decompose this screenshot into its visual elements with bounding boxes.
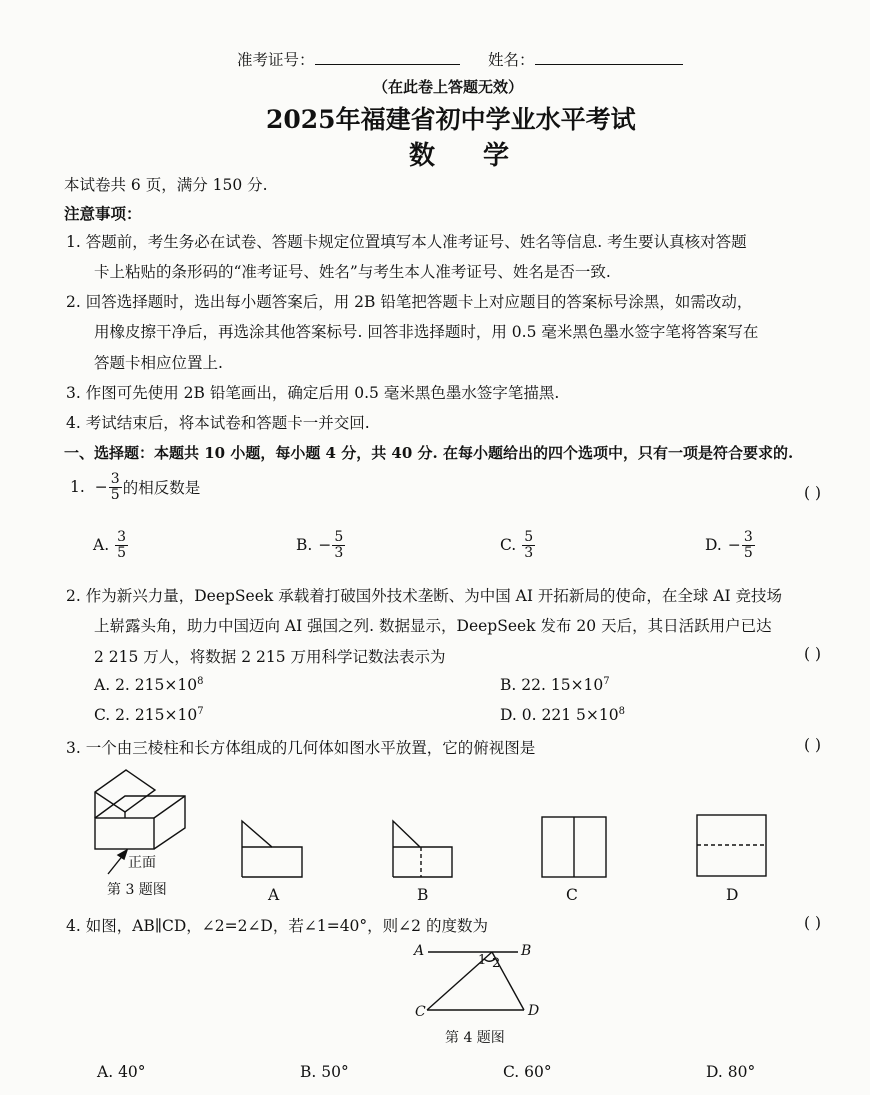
option-a-label: A: [268, 886, 280, 904]
arrow-head: [118, 850, 127, 859]
option-value: 80°: [727, 1063, 756, 1081]
question-4-stem: 4. 如图，AB∥CD，∠2=2∠D，若∠1=40°，则∠2 的度数为: [66, 917, 488, 935]
option-value: 2. 215×10: [115, 676, 198, 695]
question-2-line: 2 215 万人，将数据 2 215 万用科学记数法表示为: [94, 648, 446, 666]
option-value: 0. 221 5×10: [521, 706, 619, 725]
exam-title: 2025年福建省初中学业水平考试: [266, 105, 636, 134]
numerator: 3: [117, 529, 127, 545]
note-line: 4. 考试结束后，将本试卷和答题卡一并交回.: [66, 414, 370, 432]
point-d-label: D: [528, 1003, 540, 1019]
option-sign: −: [318, 536, 332, 555]
exponent: 7: [603, 676, 610, 687]
denominator: 3: [334, 544, 344, 561]
note-line: 卡上粘贴的条形码的“准考证号、姓名”与考生本人准考证号、姓名是否一致.: [94, 263, 611, 281]
denominator: 5: [110, 486, 120, 503]
option-d-label: D: [726, 886, 739, 904]
option-label: D.: [500, 706, 517, 725]
denominator: 5: [117, 544, 127, 561]
option-b: [300, 1063, 349, 1081]
option-value: 2. 215×10: [115, 706, 198, 725]
point-b-label: B: [521, 943, 532, 959]
note-line: 用橡皮擦干净后，再选涂其他答案标号. 回答非选择题时，用 0.5 毫米黑色墨水签字笔将答案写在: [94, 323, 759, 341]
option-d: [706, 1063, 755, 1081]
answer-paren: ( ): [804, 645, 822, 663]
note-line: 答题卡相应位置上.: [94, 354, 223, 372]
angle-1-label: 1: [478, 953, 487, 968]
question-4-figure: [427, 952, 524, 1010]
invalid-notice: （在此卷上答题无效）: [373, 78, 524, 96]
answer-paren: ( ): [804, 914, 822, 932]
option-c: [503, 1063, 552, 1081]
numerator: 3: [110, 471, 120, 487]
name-label: 姓名：: [488, 51, 535, 69]
option-label: D.: [705, 536, 722, 555]
option-label: D.: [706, 1063, 723, 1081]
numerator: 3: [743, 529, 753, 545]
option-label: A.: [93, 536, 110, 555]
exam-id-label: 准考证号：: [237, 51, 315, 69]
exponent: 7: [197, 706, 204, 717]
option-label: B.: [296, 536, 313, 555]
option-b-label: B: [417, 886, 429, 904]
option-sign: −: [727, 536, 741, 555]
subject-title: 数学: [409, 141, 558, 171]
figure-3-caption: 第 3 题图: [107, 882, 167, 898]
option-b-view: [393, 821, 452, 877]
numerator: 5: [524, 529, 534, 545]
option-c-label: C: [566, 886, 578, 904]
option-a-view: [242, 821, 302, 877]
box-front-face: [95, 818, 154, 849]
question-3-stem: 3. 一个由三棱柱和长方体组成的几何体如图水平放置，它的俯视图是: [66, 739, 536, 757]
angle-2-label: 2: [492, 956, 501, 971]
exam-summary: 本试卷共 6 页，满分 150 分.: [64, 176, 268, 194]
note-line: 2. 回答选择题时，选出每小题答案后，用 2B 铅笔把答题卡上对应题目的答案标号涂黑，如需改动，: [66, 293, 753, 311]
answer-paren: ( ): [804, 484, 822, 502]
note-line: 1. 答题前，考生务必在试卷、答题卡规定位置填写本人准考证号、姓名等信息. 考生要认真核对答题: [66, 233, 747, 251]
option-label: C.: [94, 706, 111, 725]
option-label: B.: [300, 1063, 317, 1081]
option-a: [97, 1063, 146, 1081]
question-number: 1.: [70, 478, 85, 497]
front-label: 正面: [128, 855, 156, 871]
option-label: A.: [97, 1063, 114, 1081]
question-2-line: 2. 作为新兴力量，DeepSeek 承载着打破国外技术垄断、为中国 AI 开拓新局的使命，在全球 AI 竞技场: [66, 587, 783, 605]
figure-4-caption: 第 4 题图: [445, 1030, 505, 1046]
option-label: C.: [503, 1063, 520, 1081]
note-line: 3. 作图可先使用 2B 铅笔画出，确定后用 0.5 毫米黑色墨水签字笔描黑.: [66, 384, 560, 402]
option-label: C.: [500, 536, 517, 555]
denominator: 3: [524, 544, 534, 561]
exponent: 8: [618, 706, 625, 717]
minus-sign: −: [94, 478, 108, 497]
option-d-view: [697, 815, 766, 876]
box-top-edge: [154, 796, 185, 818]
option-label: A.: [94, 676, 111, 695]
notes-heading: 注意事项：: [64, 204, 142, 223]
point-a-label: A: [414, 943, 425, 959]
option-c-view: [542, 817, 606, 877]
question-2-line: 上崭露头角，助力中国迈向 AI 强国之列. 数据显示，DeepSeek 发布 20 天后，其日活跃用户已达: [94, 617, 772, 635]
option-value: 40°: [118, 1063, 146, 1081]
point-c-label: C: [415, 1004, 426, 1020]
box-back-edges: [95, 796, 185, 849]
option-value: 50°: [321, 1063, 349, 1081]
exponent: 8: [197, 676, 204, 687]
outline: [393, 821, 452, 877]
outline: [242, 821, 302, 877]
section1-heading: 一、选择题：本题共 10 小题，每小题 4 分，共 40 分. 在每小题给出的四个选项中，只有一项是符合要求的.: [64, 444, 794, 462]
question-text: 的相反数是: [122, 479, 201, 498]
numerator: 5: [334, 529, 344, 545]
prism-edge: [95, 792, 125, 812]
option-value: 60°: [524, 1063, 552, 1081]
denominator: 5: [743, 544, 753, 561]
option-value: 22. 15×10: [521, 676, 604, 695]
answer-paren: ( ): [804, 736, 822, 754]
option-label: B.: [500, 676, 517, 695]
